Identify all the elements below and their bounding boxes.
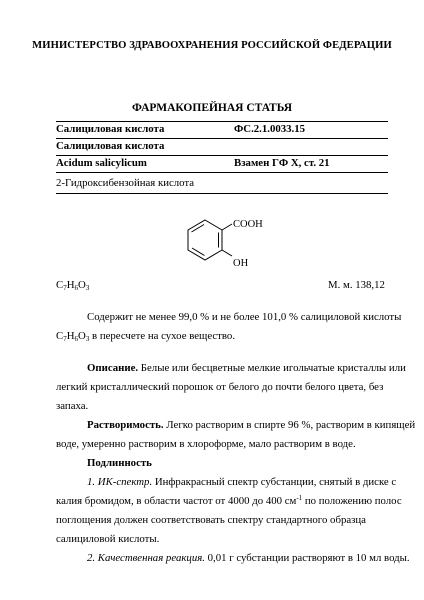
content-line-1: Содержит не менее 99,0 % и не более 101,0 % салициловой кислоты bbox=[87, 311, 402, 323]
monograph-code: ФС.2.1.0033.15 bbox=[234, 123, 306, 135]
monograph-name-secondary: Салициловая кислота bbox=[56, 140, 165, 152]
divider-line bbox=[56, 138, 388, 139]
ir-label: 1. ИК-спектр. bbox=[87, 476, 153, 488]
divider-line bbox=[56, 172, 388, 173]
solubility-label: Растворимость. bbox=[87, 419, 164, 431]
description-line-1: Описание. Белые или бесцветные мелкие игольчатые кристаллы или bbox=[87, 362, 406, 374]
description-label: Описание. bbox=[87, 362, 139, 374]
article-type-title: ФАРМАКОПЕЙНАЯ СТАТЬЯ bbox=[131, 102, 293, 114]
divider-line bbox=[56, 193, 388, 194]
molecular-formula: $C_7H_6O_3$ bbox=[56, 279, 90, 292]
ir-line-2: калия бромидом, в области частот от 4000 до 400 $см^{-1}$ по положению полос bbox=[56, 494, 402, 507]
divider-line bbox=[56, 121, 388, 122]
description-line-2: легкий кристаллический порошок от белого до почти белого цвета, без bbox=[56, 381, 384, 393]
ministry-title: МИНИСТЕРСТВО ЗДРАВООХРАНЕНИЯ РОССИЙСКОЙ ФЕДЕРАЦИИ bbox=[32, 40, 392, 51]
ir-line-1: 1. ИК-спектр. Инфракрасный спектр субстанции, снятый в диске с bbox=[87, 476, 397, 488]
monograph-latin-name: Acidum salicylicum bbox=[56, 157, 147, 169]
benzene-ring-diagram bbox=[178, 214, 288, 274]
qualitative-reaction-label: 2. Качественная реакция. bbox=[87, 552, 205, 564]
description-line-3: запаха. bbox=[56, 400, 89, 412]
ir-line-3: поглощения должен соответствовать спектру стандартного образца bbox=[56, 514, 366, 526]
divider-line bbox=[56, 155, 388, 156]
chemical-name: 2-Гидроксибензойная кислота bbox=[56, 177, 195, 189]
ir-line-4: салициловой кислоты. bbox=[56, 533, 160, 545]
molar-mass: М. м. 138,12 bbox=[328, 279, 385, 291]
hydroxyl-group-label: OH bbox=[233, 258, 249, 269]
content-line-2: $C_7H_6O_3$ в пересчете на сухое вещество. bbox=[56, 330, 236, 343]
qualitative-reaction-line-1: 2. Качественная реакция. 0,01 г субстанции растворяют в 10 мл воды. bbox=[87, 552, 410, 564]
solubility-line-1: Растворимость. Легко растворим в спирте 96 %, растворим в кипящей bbox=[87, 419, 416, 431]
carboxyl-group-label: COOH bbox=[233, 219, 263, 230]
monograph-name: Салициловая кислота bbox=[56, 123, 165, 135]
replaces-reference: Взамен ГФ X, ст. 21 bbox=[234, 157, 330, 169]
structural-formula bbox=[178, 214, 288, 274]
identity-heading: Подлинность bbox=[87, 457, 152, 469]
solubility-line-2: воде, умеренно растворим в хлороформе, мало растворим в воде. bbox=[56, 438, 356, 450]
